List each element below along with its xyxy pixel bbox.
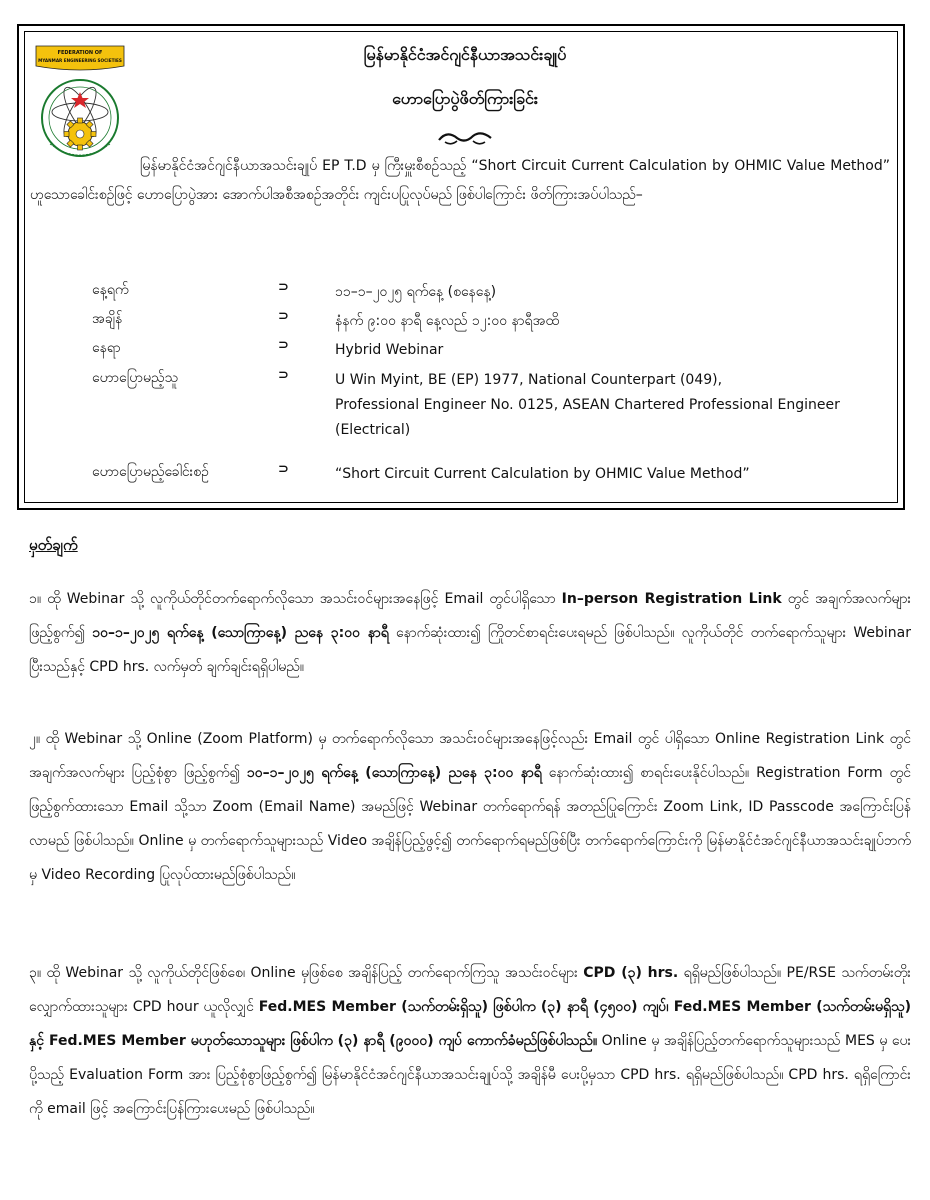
fedmes-logo bbox=[32, 42, 128, 170]
arrow-icon: ⊃ bbox=[278, 309, 289, 324]
intro-paragraph: မြန်မာနိုင်ငံအင်ဂျင်နီယာအသင်းချုပ် EP T.D မှ ကြီးမှူးစီစဉ်သည့် “Short Circuit Current Calculation by OHMIC Value Method” ဟူသောခေါင်းစဉ်ဖြင့် ဟောပြောပွဲအား အောက်ပါအစီအစဉ်အတိုင်း ကျင်းပပြုလုပ်မည် ဖြစ်ပါကြောင်း ဖိတ်ကြားအပ်ပါသည်– bbox=[30, 158, 890, 203]
detail-label: နေ့ရက် bbox=[92, 282, 129, 298]
ornament-flourish-icon bbox=[435, 128, 495, 148]
arrow-icon: ⊃ bbox=[278, 462, 289, 477]
detail-label: အချိန် bbox=[92, 311, 123, 327]
detail-value: Hybrid Webinar bbox=[335, 342, 444, 358]
arrow-icon: ⊃ bbox=[278, 368, 289, 383]
detail-value: “Short Circuit Current Calculation by OHMIC Value Method” bbox=[335, 466, 750, 482]
detail-value: U Win Myint, BE (EP) 1977, National Counterpart (049), Professional Engineer No. 0125, ASEAN Chartered Professional Engineer (Electrical) bbox=[335, 372, 840, 438]
note-paragraph-2: ၂။ ထို Webinar သို့ Online (Zoom Platform) မှ တက်ရောက်လိုသော အသင်းဝင်များအနေဖြင့်လည်း Email တွင် ပါရှိသော Online Registration Link တွင် အချက်အလက်များ ပြည့်စုံစွာ ဖြည့်စွက်၍ ၁၀–၁–၂၀၂၅ ရက်နေ့ (သောကြာနေ့) ညနေ ၃:၀၀ နာရီ နောက်ဆုံးထား၍ စာရင်းပေးနိုင်ပါသည်။ Registration Form တွင် ဖြည့်စွက်ထားသော Email သို့သာ Zoom (Email Name) အမည်ဖြင့် Webinar တက်ရောက်ရန် အတည်ပြုကြောင်း Zoom Link, ID Passcode အကြောင်းပြန်လာမည် ဖြစ်ပါသည်။ Online မှ တက်ရောက်သူများသည် Video အချိန်ပြည့်ဖွင့်၍ တက်ရောက်ရမည်ဖြစ်ပြီး တက်ရောက်ကြောင်းကို မြန်မာနိုင်ငံအင်ဂျင်နီယာအသင်းချုပ်ဘက်မှ Video Recording ပြုလုပ်ထားမည်ဖြစ်ပါသည်။ bbox=[29, 731, 912, 883]
detail-value: နံနက် ၉:၀၀ နာရီ နေ့လည် ၁၂:၀၀ နာရီအထိ bbox=[335, 313, 559, 329]
arrow-icon: ⊃ bbox=[278, 338, 289, 353]
title-line1: မြန်မာနိုင်ငံအင်ဂျင်နီယာအသင်းချုပ် bbox=[363, 45, 567, 64]
arrow-icon: ⊃ bbox=[278, 280, 289, 295]
logo-banner-line1: FEDERATION OF bbox=[57, 50, 103, 56]
note-paragraph-3: ၃။ ထို Webinar သို့ လူကိုယ်တိုင်ဖြစ်စေ၊ Online မှဖြစ်စေ အချိန်ပြည့် တက်ရောက်ကြသူ အသင်းဝင်များ CPD (၃) hrs. ရရှိမည်ဖြစ်ပါသည်။ PE/RSE သက်တမ်းတိုးလျှောက်ထားသူများ CPD hour ယူလိုလျှင် Fed.MES Member (သက်တမ်းရှိသူ) ဖြစ်ပါက (၃) နာရီ (၄၅၀၀) ကျပ်၊ Fed.MES Member (သက်တမ်းမရှိသူ) နှင့် Fed.MES Member မဟုတ်သောသူများ ဖြစ်ပါက (၃) နာရီ (၉၀၀၀) ကျပ် ကောက်ခံမည်ဖြစ်ပါသည်။ Online မှ အချိန်ပြည့်တက်ရောက်သူများသည် MES မှ ပေးပို့သည့် Evaluation Form အား ပြည့်စုံစွာဖြည့်စွက်၍ မြန်မာနိုင်ငံအင်ဂျင်နီယာအသင်းချုပ်သို့ အချိန်မီ ပေးပို့မှသာ CPD hrs. ရရှိမည်ဖြစ်ပါသည်။ CPD hrs. ရရှိကြောင်းကို email ဖြင့် အကြောင်းပြန်ကြားပေးမည် ဖြစ်ပါသည်။ bbox=[29, 965, 912, 1117]
detail-label: နေရာ bbox=[92, 340, 121, 356]
logo-banner-line2: MYANMAR ENGINEERING SOCIETIES bbox=[38, 58, 122, 63]
title-line2: ဟောပြောပွဲဖိတ်ကြားခြင်း bbox=[392, 89, 538, 108]
notes-section bbox=[29, 536, 912, 1117]
notes-heading: မှတ်ချက် bbox=[29, 536, 78, 554]
detail-label: ဟောပြောမည့်သူ bbox=[92, 370, 179, 386]
detail-label: ဟောပြောမည့်ခေါင်းစဉ် bbox=[92, 464, 209, 480]
detail-value: ၁၁–၁–၂၀၂၅ ရက်နေ့ (စနေနေ့) bbox=[335, 284, 497, 300]
fedmes-emblem-icon bbox=[32, 42, 128, 170]
note-paragraph-1: ၁။ ထို Webinar သို့ လူကိုယ်တိုင်တက်ရောက်လိုသော အသင်းဝင်များအနေဖြင့် Email တွင်ပါရှိသော In–person Registration Link တွင် အချက်အလက်များ ဖြည့်စွက်၍ ၁၀–၁–၂၀၂၅ ရက်နေ့ (သောကြာနေ့) ညနေ ၃:၀၀ နာရီ နောက်ဆုံးထား၍ ကြိုတင်စာရင်းပေးရမည် ဖြစ်ပါသည်။ လူကိုယ်တိုင် တက်ရောက်သူများ Webinar ပြီးသည်နှင့် CPD hrs. လက်မှတ် ချက်ချင်းရရှိပါမည်။ bbox=[29, 591, 911, 675]
